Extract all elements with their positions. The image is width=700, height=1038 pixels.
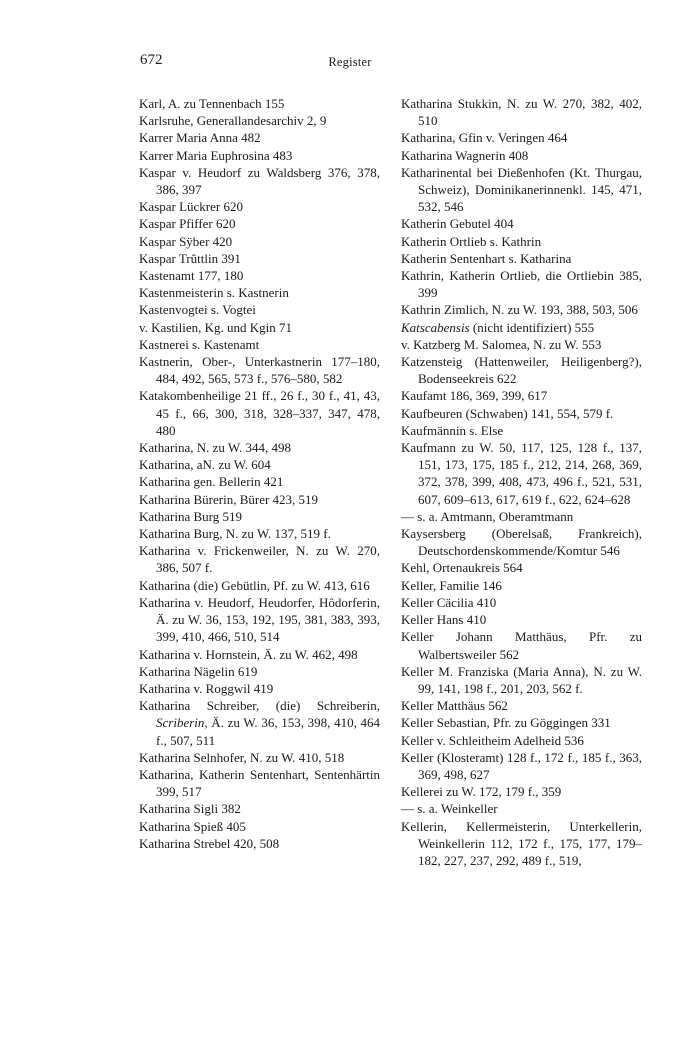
index-entry: Katharina Bürerin, Bürer 423, 519	[139, 491, 319, 507]
index-entry: Keller Cäcilia 410	[401, 594, 497, 610]
index-entry: Kastenmeisterin s. Kastnerin	[139, 285, 289, 301]
index-entry: Keller, Familie 146	[401, 577, 502, 593]
index-entry: Katharina v. Roggwil 419	[139, 680, 274, 696]
index-entry: Katharina, Gfin v. Veringen 464	[401, 130, 568, 146]
index-entry: Kellerin, Kellermeisterin, Unterkellerin, Weinkellerin 112, 172 f., 175, 177, 179–182, 227, 237, 292, 489 f., 519,	[401, 818, 642, 868]
index-entry: Katherin Ortlieb s. Kathrin	[401, 233, 542, 249]
index-entry: Kaspar Sÿber 420	[139, 233, 233, 249]
index-entry: Karrer Maria Euphrosina 483	[139, 147, 293, 163]
index-entry: Katharina (die) Gebütlin, Pf. zu W. 413, 616	[139, 577, 370, 593]
index-entry: Keller M. Franziska (Maria Anna), N. zu W. 99, 141, 198 f., 201, 203, 562 f.	[401, 663, 642, 696]
running-title: Register	[328, 55, 372, 69]
index-entry: Kaufmann zu W. 50, 117, 125, 128 f., 137, 151, 173, 175, 185 f., 212, 214, 268, 369, 372, 378, 399, 408, 473, 496 f., 521, 531, 607, 609–613, 617, 619 f., 622, 624–628	[401, 440, 642, 507]
index-entry: Keller (Klosteramt) 128 f., 172 f., 185 f., 363, 369, 498, 627	[401, 749, 642, 782]
index-entry: Katharina gen. Bellerin 421	[139, 474, 284, 490]
index-entry: Katharina Stukkin, N. zu W. 270, 382, 402, 510	[401, 96, 642, 129]
index-entry: Katharina, aN. zu W. 604	[139, 457, 271, 473]
index-entry: Kastnerei s. Kastenamt	[139, 336, 260, 352]
index-entry: — s. a. Amtmann, Oberamtmann	[401, 508, 574, 524]
index-entry-text: , Ä. zu W. 36, 153, 398, 410, 464 f., 507, 511	[156, 715, 380, 748]
index-entry: Keller Johann Matthäus, Pfr. zu Walbertsweiler 562	[401, 629, 642, 662]
index-entry: Katharina, Katherin Sentenhart, Sentenhärtin 399, 517	[139, 766, 380, 800]
index-entry: — s. a. Weinkeller	[401, 801, 498, 817]
index-entry-text: (nicht identifiziert) 555	[469, 319, 595, 335]
index-entry: Katherin Sentenhart s. Katharina	[401, 250, 572, 266]
index-entry: Katharina Spieß 405	[139, 818, 246, 834]
index-entry: Kathrin Zimlich, N. zu W. 193, 388, 503, 506	[401, 302, 638, 318]
index-entry: Karlsruhe, Generallandesarchiv 2, 9	[139, 113, 327, 129]
index-entry: Keller Hans 410	[401, 612, 487, 628]
index-entry: Katharina Strebel 420, 508	[139, 835, 280, 851]
index-entry: Katharina v. Frickenweiler, N. zu W. 270, 386, 507 f.	[139, 543, 380, 576]
index-entry: Kastnerin, Ober-, Unterkastnerin 177–180, 484, 492, 565, 573 f., 576–580, 582	[139, 354, 380, 387]
index-entry: Keller Sebastian, Pfr. zu Göggingen 331	[401, 715, 611, 731]
index-entry: Katharina v. Hornstein, Ä. zu W. 462, 498	[139, 646, 358, 662]
index-entry: Kaspar v. Heudorf zu Waldsberg 376, 378, 386, 397	[139, 164, 380, 198]
index-entry: Kaufamt 186, 369, 399, 617	[401, 388, 548, 404]
index-entry: Karl, A. zu Tennenbach 155	[139, 96, 285, 111]
index-entry: Karrer Maria Anna 482	[139, 130, 261, 146]
index-entry: Kaufmännin s. Else	[401, 422, 504, 438]
index-entry: Katherin Gebutel 404	[401, 216, 514, 232]
index-entry: Katharinental bei Dießenhofen (Kt. Thurgau, Schweiz), Dominikanerinnenkl. 145, 471, 532, 546	[401, 164, 642, 215]
index-entry: v. Kastilien, Kg. und Kgin 71	[139, 319, 292, 335]
index-entry: Katharina, N. zu W. 344, 498	[139, 440, 292, 456]
index-entry-italic: Scriberin	[156, 715, 205, 731]
index-entry: Kaufbeuren (Schwaben) 141, 554, 579 f.	[401, 405, 614, 421]
index-entry: Katharina Burg, N. zu W. 137, 519 f.	[139, 526, 331, 542]
index-column-left	[139, 95, 380, 852]
index-entry: Kastenvogtei s. Vogtei	[139, 302, 256, 318]
index-entry: Katharina v. Heudorf, Heudorfer, Hôdorferin, Ä. zu W. 36, 153, 192, 195, 381, 383, 393, 399, 410, 466, 510, 514	[139, 594, 380, 645]
index-entry	[401, 319, 642, 336]
index-entry: v. Katzberg M. Salomea, N. zu W. 553	[401, 336, 602, 352]
index-entry: Kaysersberg (Oberelsaß, Frankreich), Deutschordenskommende/Komtur 546	[401, 526, 642, 559]
index-entry-text: Katharina Schreiber, (die) Schreiberin,	[139, 698, 380, 714]
index-entry: Katakombenheilige 21 ff., 26 f., 30 f., 41, 43, 45 f., 66, 300, 318, 328–337, 347, 478, 480	[139, 388, 380, 438]
index-entry: Kehl, Ortenaukreis 564	[401, 560, 523, 576]
index-entry	[139, 697, 380, 749]
index-entry: Kathrin, Katherin Ortlieb, die Ortliebin 385, 399	[401, 268, 642, 301]
index-entry: Kellerei zu W. 172, 179 f., 359	[401, 784, 562, 800]
index-entry: Keller v. Schleitheim Adelheid 536	[401, 732, 584, 748]
index-entry-italic: Katscabensis	[401, 319, 470, 335]
index-entry: Katharina Nägelin 619	[139, 663, 258, 679]
index-column-right	[401, 95, 642, 869]
index-entry: Kastenamt 177, 180	[139, 268, 244, 284]
index-entry: Kaspar Pfiffer 620	[139, 216, 236, 232]
index-entry: Katzensteig (Hattenweiler, Heiligenberg?), Bodenseekreis 622	[401, 354, 642, 387]
index-entry: Katharina Sigli 382	[139, 801, 241, 817]
index-entry: Keller Matthäus 562	[401, 698, 508, 714]
index-entry: Katharina Selnhofer, N. zu W. 410, 518	[139, 749, 345, 765]
index-entry: Katharina Wagnerin 408	[401, 147, 529, 163]
index-entry: Kaspar Lückrer 620	[139, 199, 243, 215]
index-entry: Katharina Burg 519	[139, 508, 243, 524]
index-entry: Kaspar Trûttlin 391	[139, 250, 241, 266]
page-number: 672	[140, 52, 163, 68]
